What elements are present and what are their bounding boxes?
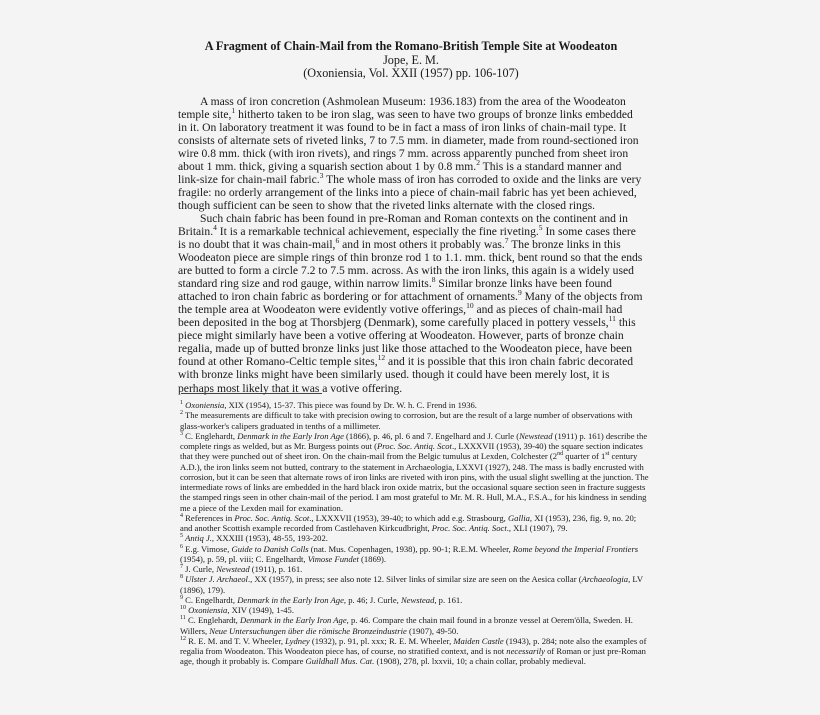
italic-title: Guide to Danish Colls bbox=[231, 543, 309, 554]
italic-title: Denmark in the Early Iron Age bbox=[237, 594, 344, 605]
article-citation: (Oxoniensia, Vol. XXII (1957) pp. 106-107) bbox=[303, 66, 519, 80]
footnote-number: 6 bbox=[180, 543, 184, 550]
footnote-7: $^7$ J. Curle, Newstead (1911), p. 161. bbox=[180, 564, 303, 574]
footnote-ref: 12 bbox=[377, 353, 386, 363]
italic-title: Newstead bbox=[519, 430, 553, 441]
footnote-number: 4 bbox=[180, 512, 184, 519]
italic-title: Denmark in the Early Iron Age bbox=[237, 430, 344, 441]
footnote-9: $^9$ C. Engelhardt, Denmark in the Early Iron Age, p. 46; J. Curle, Newstead, p. 161. bbox=[180, 594, 463, 605]
italic-title: Rome beyond the Imperial Frontiers bbox=[512, 543, 639, 554]
body-paragraph: A mass of iron concretion (Ashmolean Museum: 1936.183) from the area of the Woodeaton temple site,$^1$ hitherto taken to be iron slag, was seen to have two groups of bronze links embedded in it. On laboratory treatment it was found to be in fact a mass of iron links of chain-mail type. It consists of alternate sets of riveted links, 7 to 7.5 mm. in diameter, made from round-sectioned iron wire 0.8 mm. thick (with iron rivets), and rings 7 mm. across apparently punched from sheet iron about 1 mm. thick, giving a squarish section about 1 by 0.8 mm.$^2$ This is a standard manner and link-size for chain-mail fabric.$^3$ The whole mass of iron has corroded to oxide and the links are very fragile: no orderly arrangement of the links into a piece of chain-mail fabric has yet been achieved, though sufficient can be seen to show that the riveted links alternate with the closed rings. bbox=[178, 94, 642, 212]
italic-title: Newstead bbox=[400, 594, 435, 605]
italic-title: Denmark in the Early Iron Age bbox=[239, 615, 347, 626]
footnote-ref: st bbox=[605, 451, 610, 458]
italic-title: necessarily bbox=[506, 646, 545, 656]
italic-title: Proc. Soc. Antiq. Scot bbox=[377, 441, 452, 451]
italic-title: Lydney bbox=[285, 635, 310, 646]
footnote-number: 9 bbox=[180, 594, 184, 601]
footnote-2: $^2$ The measurements are difficult to take with precision owing to corrosion, but are the result of a large number of observations with glass-worker's calipers graduated in tenths of a millimeter. bbox=[180, 410, 633, 431]
footnote-ref: 7 bbox=[504, 236, 509, 246]
footnote-ref: 1 bbox=[231, 105, 236, 115]
footnote-ref: nd bbox=[557, 451, 564, 458]
footnote-4: $^4$ References in Proc. Soc. Antiq. Scot., LXXXVII (1953), 39-40; to which add e.g. Strasbourg, Gallia, XI (1953), 236, fig. 9, no. 20; and another Scottish example recorded from Castlehaven Kirkcudbright, Proc. Soc. Antiq. Soct., XLI (1907), 79. bbox=[180, 512, 637, 533]
footnote-number: 11 bbox=[180, 615, 186, 622]
footnote-ref: 2 bbox=[476, 157, 480, 167]
footnote-number: 10 bbox=[180, 605, 187, 612]
italic-title: Oxoniensia bbox=[185, 400, 225, 410]
footnote-3: $^3$ C. Englehardt, Denmark in the Early Iron Age (1866), p. 46, pl. 6 and 7. Engelhard and J. Curle (Newstead (1911) p. 161) describe the complete rings as welded, but as Mr. Burgess points out (Proc. Soc. Antiq. Scot., LXXXVII (1953), 39-40) the square section indicates that they were punched out of sheet iron. On the chain-mail from the Belgic tumulus at Lexden, Colchester (2nd quarter of 1st century A.D.), the iron links seem not butted, contrary to the statement in Archaeologia, LXXVI (1927), 248. The mass is badly encrusted with corrosion, but it can be seen that alternate rows of iron links are riveted with iron pins, with the usual slight swelling at the junction. The intermediate rows of links are embedded in the hard black iron oxide matrix, but the occasional square section seen in fracture suggests the stamped rings seen in other chain-mail of the period. I am most grateful to Mr. M. R. Hull, M.A., F.S.A., for his kindness in sending me a piece of the Lexden mail for examination. bbox=[180, 430, 649, 513]
footnote-5: $^5$ Antiq J., XXXIII (1953), 48-55, 193-202. bbox=[180, 533, 328, 544]
article-title: A Fragment of Chain-Mail from the Romano-British Temple Site at Woodeaton bbox=[204, 39, 618, 53]
footnote-number: 7 bbox=[180, 564, 184, 571]
italic-title: Neue Untersuchungen über die römische Bronzeindustrie bbox=[209, 625, 407, 636]
footnote-ref: 11 bbox=[608, 314, 616, 324]
footnote-number: 3 bbox=[180, 430, 184, 437]
footnote-number: 1 bbox=[180, 400, 184, 407]
italic-title: Antiq J. bbox=[185, 533, 212, 544]
article-body bbox=[178, 95, 644, 395]
footnote-1: $^1$ Oxoniensia, XIX (1954), 15-37. This piece was found by Dr. W. h. C. Frend in 1936. bbox=[180, 400, 477, 410]
footnote-number: 12 bbox=[180, 635, 187, 642]
footnote-ref: 3 bbox=[319, 170, 324, 180]
italic-title: Maiden Castle bbox=[453, 635, 504, 646]
italic-title: Archaeologia bbox=[581, 574, 629, 585]
italic-title: Vimose Fundet bbox=[307, 553, 359, 564]
italic-title: Ulster J. Archaeol bbox=[185, 574, 248, 585]
footnote-12: $^{12}$ R. E. M. and T. V. Wheeler, Lydney (1932), p. 91, pl. xxx; R. E. M. Wheeler, Maiden Castle (1943), p. 284; note also the examples of regalia from Woodeaton. This Woodeaton piece has, of course, no stratified context, and is not necessarily of Roman or just pre-Roman age, though it probably is. Compare Guildhall Mus. Cat. (1908), 278, pl. lxxvii, 10; a chain collar, probably medieval. bbox=[180, 635, 647, 667]
italic-title: Newstead bbox=[216, 564, 250, 574]
footnotes bbox=[180, 400, 650, 667]
footnote-8: $^8$ Ulster J. Archaeol., XX (1957), in press; see also note 12. Silver links of similar size are seen on the Aesica collar (Archaeologia, LV (1896), 179). bbox=[180, 574, 643, 595]
footnote-6: $^6$ E.g. Vimose, Guide to Danish Colls (nat. Mus. Copenhagen, 1938), pp. 90-1; R.E.M. Wheeler, Rome beyond the Imperial Frontiers (1954), p. 59, pl. viii; C. Engelhardt, Vimose Fundet (1869). bbox=[180, 543, 639, 564]
footnote-ref: 8 bbox=[431, 275, 436, 285]
body-paragraph: Such chain fabric has been found in pre-Roman and Roman contexts on the continent and in Britain.$^4$ It is a remarkable technical achievement, especially the fine riveting.$^5$ In some cases there is no doubt that it was chain-mail,$^6$ and in most others it probably was.$^7$ The bronze links in this Woodeaton piece are simple rings of thin bronze rod 1 to 1.1. mm. thick, bent round so that the ends are butted to form a circle 7.2 to 7.5 mm. across. As with the iron links, this again is a widely used standard ring size and rod gauge, within narrow limits.$^8$ Similar bronze links have been found attached to iron chain fabric as bordering or for attachment of ornaments.$^9$ Many of the objects from the temple area at Woodeaton were evidently votive offerings,$^{10}$ and as pieces of chain-mail had been deposited in the bog at Thorsbjerg (Denmark), some carefully placed in pottery vessels,$^{11}$ this piece might similarly have been a votive offering at Woodeaton. However, parts of bronze chain regalia, made up of butted bronze links just like those attached to the Woodeaton piece, have been found at other Romano-Celtic temple sites,$^{12}$ and it is possible that this iron chain fabric decorated with bronze links might have been similarly used. though it could have been merely lost, it is perhaps most likely that it was a votive offering. bbox=[178, 211, 643, 395]
footnote-10: $^{10}$ Oxoniensia, XIV (1949), 1-45. bbox=[180, 605, 295, 615]
footnote-number: 5 bbox=[180, 533, 184, 540]
italic-title: Gallia bbox=[507, 512, 530, 523]
article-header bbox=[178, 40, 644, 81]
footnote-ref: 9 bbox=[517, 288, 522, 298]
footnote-number: 8 bbox=[180, 574, 184, 581]
italic-title: Proc. Soc. Antiq. Scot bbox=[234, 512, 310, 523]
footnote-number: 2 bbox=[180, 410, 184, 417]
footnote-divider bbox=[181, 393, 322, 394]
italic-title: Guildhall Mus. Cat. bbox=[305, 656, 375, 667]
italic-title: Oxoniensia bbox=[188, 605, 228, 615]
italic-title: Proc. Soc. Antiq. Soct bbox=[431, 523, 507, 533]
footnote-ref: 6 bbox=[335, 236, 340, 246]
footnote-ref: 4 bbox=[213, 223, 217, 233]
article-author: Jope, E. M. bbox=[383, 52, 439, 67]
footnote-ref: 10 bbox=[466, 301, 474, 311]
document-page bbox=[178, 40, 644, 395]
footnote-ref: 5 bbox=[538, 223, 543, 233]
footnote-11: $^{11}$ C. Englehardt, Denmark in the Early Iron Age, p. 46. Compare the chain mail found in a bronze vessel at Oerem'ölla, Sweden. H. Willers, Neue Untersuchungen über die römische Bronzeindustrie (1907), 49-50. bbox=[180, 615, 633, 636]
